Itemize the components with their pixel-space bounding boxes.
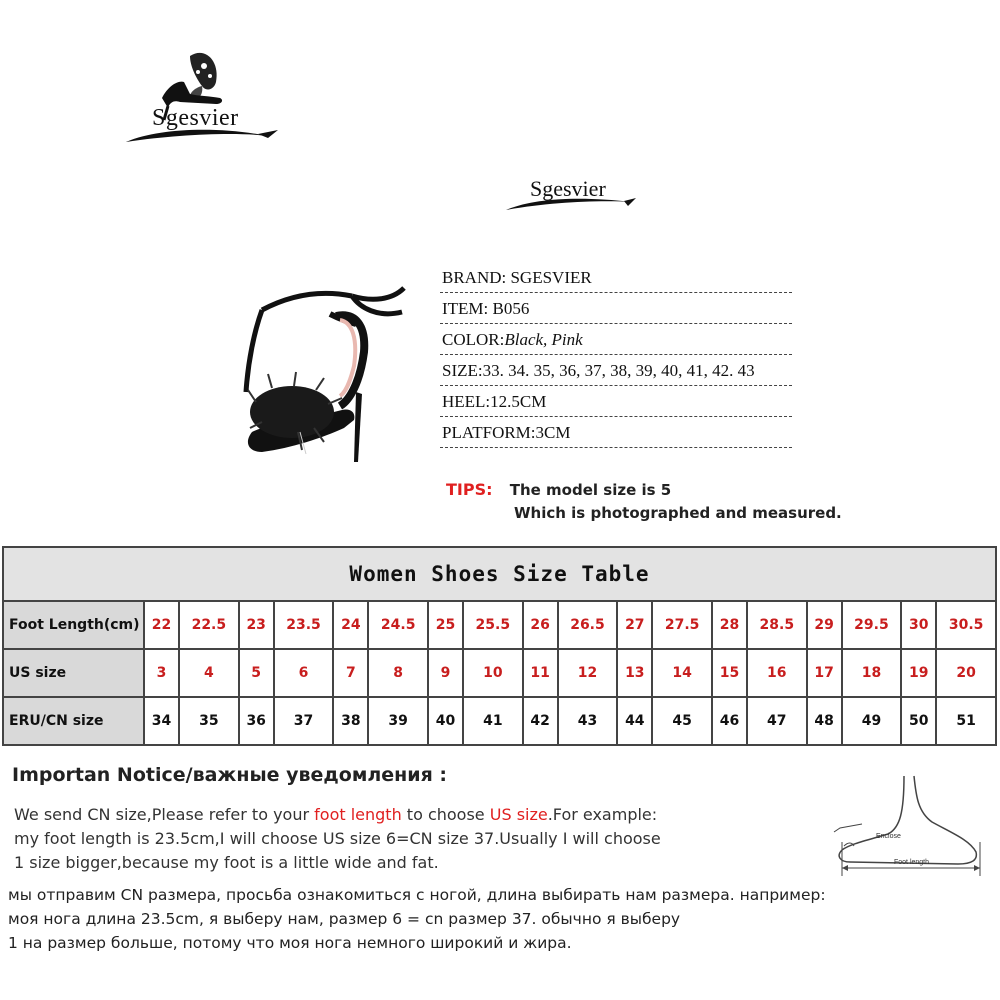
size-cell: 7	[333, 649, 368, 697]
size-table	[2, 546, 997, 746]
size-row-label: ERU/CN size	[3, 697, 144, 745]
size-cell: 46	[712, 697, 747, 745]
spec-heel: HEEL:12.5CM	[440, 390, 840, 421]
heel-butterfly-icon	[118, 42, 288, 162]
size-cell: 17	[807, 649, 842, 697]
size-cell: 37	[274, 697, 334, 745]
size-cell: 15	[712, 649, 747, 697]
spec-brand: BRAND: SGESVIER	[440, 266, 840, 297]
notice-ru-line-3: 1 на размер больше, потому что моя нога немного широкий и жира.	[8, 934, 572, 952]
spec-platform: PLATFORM:3CM	[440, 421, 840, 452]
notice-ru-line-2: моя нога длина 23.5cm, я выберу нам, размер 6 = cn размер 37. обычно я выберу	[8, 910, 681, 928]
notice-title: Importan Notice/важные уведомления :	[12, 764, 448, 786]
size-cell: 49	[842, 697, 902, 745]
notice-ru-line-1: мы отправим CN размера, просьба ознакомиться с ногой, длина выбирать нам размера. например:	[8, 886, 826, 904]
size-cell: 22.5	[179, 601, 239, 649]
product-specs	[440, 266, 840, 452]
size-cell: 39	[368, 697, 428, 745]
notice-russian	[8, 883, 826, 955]
size-cell: 29.5	[842, 601, 902, 649]
size-cell: 34	[144, 697, 179, 745]
spec-size: SIZE:33. 34. 35, 36, 37, 38, 39, 40, 41, 42. 43	[440, 359, 840, 390]
size-cell: 6	[274, 649, 334, 697]
size-cell: 24	[333, 601, 368, 649]
size-cell: 11	[523, 649, 558, 697]
size-cell: 8	[368, 649, 428, 697]
size-cell: 28	[712, 601, 747, 649]
size-row-eu-cn-size	[3, 697, 996, 745]
tips-note	[446, 480, 842, 522]
size-row-label: US size	[3, 649, 144, 697]
spec-item: ITEM: B056	[440, 297, 840, 328]
spec-color	[440, 328, 840, 359]
tips-line-1: The model size is 5	[509, 481, 672, 499]
size-cell: 20	[936, 649, 996, 697]
notice-english: We send CN size,Please refer to your foot length to choose US size.For example: my foot length is 23.5cm,I will choose US size 6=CN size 37.Usually I will choose 1 size bigger,because my foot is a little wide and fat.	[14, 803, 661, 875]
size-cell: 10	[463, 649, 523, 697]
size-row-label: Foot Length(cm)	[3, 601, 144, 649]
size-cell: 22	[144, 601, 179, 649]
size-cell: 24.5	[368, 601, 428, 649]
size-cell: 45	[652, 697, 712, 745]
foot-enclose-label: Enclose	[876, 833, 901, 840]
spec-color-value: Black, Pink	[504, 330, 583, 349]
size-cell: 30	[901, 601, 936, 649]
product-image-sandal	[232, 282, 407, 472]
size-cell: 5	[239, 649, 274, 697]
size-cell: 26	[523, 601, 558, 649]
size-cell: 30.5	[936, 601, 996, 649]
size-table-title: Women Shoes Size Table	[3, 547, 996, 601]
size-cell: 43	[558, 697, 618, 745]
brand-logo-center-text: Sgesvier	[530, 176, 606, 201]
tips-line-2: Which is photographed and measured.	[514, 504, 842, 522]
foot-measure-diagram	[828, 772, 988, 878]
size-cell: 19	[901, 649, 936, 697]
size-cell: 26.5	[558, 601, 618, 649]
size-cell: 50	[901, 697, 936, 745]
size-cell: 14	[652, 649, 712, 697]
size-row-us-size	[3, 649, 996, 697]
size-cell: 40	[428, 697, 463, 745]
size-cell: 13	[617, 649, 652, 697]
foot-icon	[828, 772, 988, 878]
size-cell: 23.5	[274, 601, 334, 649]
size-cell: 9	[428, 649, 463, 697]
highlight-foot-length: foot length	[314, 805, 402, 824]
size-cell: 51	[936, 697, 996, 745]
size-cell: 36	[239, 697, 274, 745]
notice-en-line-3: 1 size bigger,because my foot is a little wide and fat.	[14, 853, 439, 872]
size-cell: 27.5	[652, 601, 712, 649]
notice-en-line-2: my foot length is 23.5cm,I will choose US size 6=CN size 37.Usually I will choose	[14, 829, 661, 848]
size-cell: 4	[179, 649, 239, 697]
size-row-foot-length	[3, 601, 996, 649]
spec-color-label: COLOR:	[442, 330, 505, 349]
size-cell: 29	[807, 601, 842, 649]
brand-logo-top	[118, 42, 288, 162]
foot-length-label: Foot length	[894, 859, 930, 866]
size-cell: 44	[617, 697, 652, 745]
size-cell: 18	[842, 649, 902, 697]
size-cell: 12	[558, 649, 618, 697]
tips-label: TIPS:	[446, 480, 493, 499]
size-cell: 42	[523, 697, 558, 745]
size-cell: 28.5	[747, 601, 807, 649]
size-cell: 48	[807, 697, 842, 745]
size-cell: 25	[428, 601, 463, 649]
size-cell: 16	[747, 649, 807, 697]
size-cell: 23	[239, 601, 274, 649]
size-cell: 35	[179, 697, 239, 745]
highlight-us-size: US size	[489, 805, 548, 824]
size-cell: 38	[333, 697, 368, 745]
size-cell: 47	[747, 697, 807, 745]
brand-logo-center	[500, 168, 640, 220]
size-cell: 27	[617, 601, 652, 649]
size-cell: 3	[144, 649, 179, 697]
size-cell: 41	[463, 697, 523, 745]
brand-logo-text: Sgesvier	[152, 105, 239, 131]
size-cell: 25.5	[463, 601, 523, 649]
